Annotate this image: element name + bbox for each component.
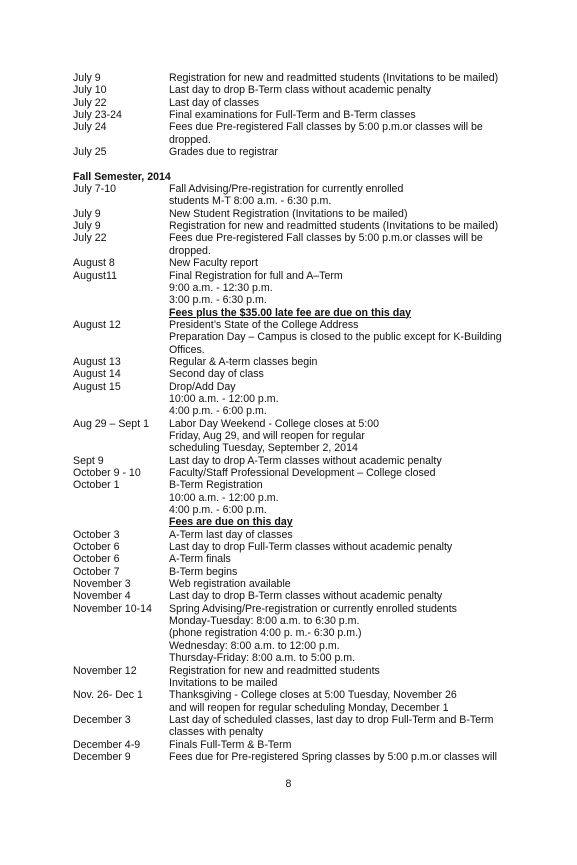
entry-date: December 3 [73, 713, 131, 726]
entry-line: Last day of classes [169, 96, 260, 109]
calendar-entry [73, 418, 513, 455]
entry-description [169, 603, 513, 665]
entry-line: Friday, Aug 29, and will reopen for regular [169, 429, 365, 442]
entry-line: Monday-Tuesday: 8:00 a.m. to 6:30 p.m. [169, 615, 360, 628]
calendar-entry [73, 97, 513, 109]
entry-date: November 12 [73, 664, 137, 677]
calendar-entry [73, 270, 513, 319]
calendar-entry [73, 541, 513, 553]
entry-line: New Faculty report [169, 257, 258, 270]
entry-line: 4:00 p.m. - 6:00 p.m. [169, 405, 267, 418]
calendar-entry [73, 319, 513, 356]
entry-line: Last day to drop A-Term classes without academic penalty [169, 454, 442, 467]
entry-description [169, 553, 513, 565]
entry-description [169, 208, 513, 220]
entry-date: July 22 [73, 232, 107, 245]
entry-date: November 4 [73, 590, 131, 603]
calendar-entry [73, 146, 513, 158]
entry-date: August 14 [73, 368, 121, 381]
calendar-entry [73, 479, 513, 528]
entry-line: dropped. [169, 244, 211, 257]
entry-line: Final examinations for Full-Term and B-Term classes [169, 109, 416, 122]
entry-line: 3:00 p.m. - 6:30 p.m. [169, 294, 267, 307]
entry-line: 4:00 p.m. - 6:00 p.m. [169, 504, 267, 517]
entry-date: August11 [73, 269, 117, 282]
entry-description [169, 714, 513, 739]
entry-date: Nov. 26- Dec 1 [73, 689, 143, 702]
entry-line: New Student Registration (Invitations to be mailed) [169, 207, 408, 220]
entry-line: A-Term finals [169, 553, 231, 566]
entry-description [169, 541, 513, 553]
fee-due-notice: Fees plus the $35.00 late fee are due on this day [169, 306, 411, 319]
entry-line: Finals Full-Term & B-Term [169, 738, 292, 751]
summer-term-list [73, 72, 513, 158]
calendar-entry [73, 232, 513, 257]
entry-date: October 1 [73, 479, 120, 492]
entry-line: Registration for new and readmitted students [169, 664, 380, 677]
entry-description [169, 529, 513, 541]
calendar-entry [73, 578, 513, 590]
entry-date: July 23-24 [73, 109, 122, 122]
entry-description [169, 183, 513, 208]
entry-description [169, 665, 513, 690]
entry-line: 9:00 a.m. - 12:30 p.m. [169, 281, 273, 294]
entry-date: October 6 [73, 553, 120, 566]
entry-line: Labor Day Weekend - College closes at 5:00 [169, 417, 380, 430]
entry-date: August 12 [73, 318, 121, 331]
entry-description [169, 220, 513, 232]
entry-description [169, 455, 513, 467]
entry-description [169, 356, 513, 368]
entry-date: October 6 [73, 541, 120, 554]
calendar-entry [73, 467, 513, 479]
calendar-entry [73, 566, 513, 578]
calendar-entry [73, 529, 513, 541]
entry-description [169, 418, 513, 455]
entry-line: Registration for new and readmitted students (Invitations to be mailed) [169, 220, 499, 233]
calendar-entry [73, 590, 513, 602]
entry-description [169, 467, 513, 479]
calendar-entry [73, 368, 513, 380]
entry-date: August 13 [73, 355, 121, 368]
entry-line: Thursday-Friday: 8:00 a.m. to 5:00 p.m. [169, 652, 356, 665]
fall-semester-list [73, 183, 513, 763]
calendar-entry [73, 739, 513, 751]
entry-description [169, 232, 513, 257]
entry-line: dropped. [169, 133, 211, 146]
calendar-entry [73, 751, 513, 763]
entry-date: December 4-9 [73, 738, 141, 751]
calendar-entry [73, 665, 513, 690]
entry-description [169, 319, 513, 356]
entry-line: Last day to drop B-Term class without academic penalty [169, 84, 432, 97]
entry-line: Preparation Day – Campus is closed to the public except for K-Building [169, 331, 502, 344]
entry-line: Invitations to be mailed [169, 676, 278, 689]
calendar-entry [73, 208, 513, 220]
entry-date: October 9 - 10 [73, 467, 141, 479]
entry-description [169, 121, 513, 146]
entry-line: Offices. [169, 343, 205, 356]
entry-description [169, 270, 513, 319]
entry-line: classes with penalty [169, 726, 264, 739]
entry-date: July 9 [73, 220, 101, 233]
calendar-entry [73, 121, 513, 146]
calendar-entry [73, 220, 513, 232]
entry-date: Sept 9 [73, 454, 104, 467]
fall-semester-heading: Fall Semester, 2014 [73, 170, 171, 183]
entry-date: October 7 [73, 565, 120, 578]
entry-line: President’s State of the College Address [169, 318, 359, 331]
calendar-entry [73, 603, 513, 665]
entry-description [169, 97, 513, 109]
entry-date: December 9 [73, 750, 131, 763]
calendar-entry [73, 714, 513, 739]
entry-date: August 15 [73, 380, 121, 393]
calendar-entry [73, 689, 513, 714]
entry-date: November 10-14 [73, 602, 152, 615]
entry-description [169, 368, 513, 380]
entry-line: B-Term begins [169, 565, 238, 578]
entry-line: Fall Advising/Pre-registration for currently enrolled [169, 183, 404, 196]
entry-date: July 24 [73, 121, 107, 134]
entry-line: Registration for new and readmitted students (Invitations to be mailed) [169, 72, 499, 84]
entry-date: July 9 [73, 207, 101, 220]
entry-line: B-Term Registration [169, 479, 263, 492]
entry-description [169, 590, 513, 602]
entry-date: July 9 [73, 72, 101, 84]
entry-line: 10:00 a.m. - 12:00 p.m. [169, 491, 279, 504]
entry-description [169, 751, 513, 763]
entry-line: Wednesday: 8:00 a.m. to 12:00 p.m. [169, 639, 340, 652]
entry-line: Regular & A-term classes begin [169, 355, 318, 368]
entry-description [169, 578, 513, 590]
entry-line: Fees due Pre-registered Fall classes by 5:00 p.m.or classes will be [169, 232, 483, 245]
entry-line: scheduling Tuesday, September 2, 2014 [169, 442, 358, 455]
entry-description [169, 72, 513, 84]
entry-description [169, 146, 513, 158]
calendar-entry [73, 356, 513, 368]
calendar-entry [73, 553, 513, 565]
entry-line: Grades due to registrar [169, 146, 278, 159]
entry-description [169, 689, 513, 714]
entry-date: October 3 [73, 528, 120, 541]
entry-line: and will reopen for regular scheduling Monday, December 1 [169, 701, 449, 714]
calendar-entry [73, 257, 513, 269]
entry-date: July 7-10 [73, 183, 116, 196]
calendar-content [73, 72, 513, 763]
entry-line: Last day to drop B-Term classes without academic penalty [169, 590, 443, 603]
entry-line: Second day of class [169, 368, 264, 381]
entry-description [169, 381, 513, 418]
entry-line: Thanksgiving - College closes at 5:00 Tuesday, November 26 [169, 689, 457, 702]
entry-line: Drop/Add Day [169, 380, 236, 393]
calendar-entry [73, 72, 513, 84]
entry-description [169, 739, 513, 751]
entry-description [169, 109, 513, 121]
entry-line: A-Term last day of classes [169, 528, 293, 541]
entry-line: 10:00 a.m. - 12:00 p.m. [169, 392, 279, 405]
entry-line: Faculty/Staff Professional Development – College closed [169, 467, 436, 479]
fee-due-notice: Fees are due on this day [169, 516, 293, 529]
entry-date: July 22 [73, 96, 107, 109]
entry-description [169, 479, 513, 528]
entry-date: July 25 [73, 146, 107, 159]
calendar-entry [73, 381, 513, 418]
entry-description [169, 257, 513, 269]
calendar-entry [73, 183, 513, 208]
entry-line: Last day to drop Full-Term classes without academic penalty [169, 541, 453, 554]
section-gap [73, 158, 513, 170]
entry-line: Fees due for Pre-registered Spring classes by 5:00 p.m.or classes will [169, 750, 497, 763]
entry-line: students M-T 8:00 a.m. - 6:30 p.m. [169, 195, 332, 208]
entry-line: (phone registration 4:00 p. m.- 6:30 p.m.) [169, 627, 362, 640]
entry-line: Final Registration for full and A–Term [169, 269, 343, 282]
calendar-entry [73, 455, 513, 467]
entry-date: November 3 [73, 578, 131, 591]
entry-date: August 8 [73, 257, 115, 270]
entry-date: Aug 29 – Sept 1 [73, 417, 149, 430]
entry-line: Last day of scheduled classes, last day to drop Full-Term and B-Term [169, 713, 494, 726]
entry-line: Spring Advising/Pre-registration or currently enrolled students [169, 602, 457, 615]
entry-line: Fees due Pre-registered Fall classes by 5:00 p.m.or classes will be [169, 121, 483, 134]
calendar-entry [73, 109, 513, 121]
entry-date: July 10 [73, 84, 107, 97]
page-number: 8 [285, 778, 292, 790]
calendar-entry [73, 84, 513, 96]
entry-description [169, 84, 513, 96]
entry-description [169, 566, 513, 578]
entry-line: Web registration available [169, 578, 291, 591]
